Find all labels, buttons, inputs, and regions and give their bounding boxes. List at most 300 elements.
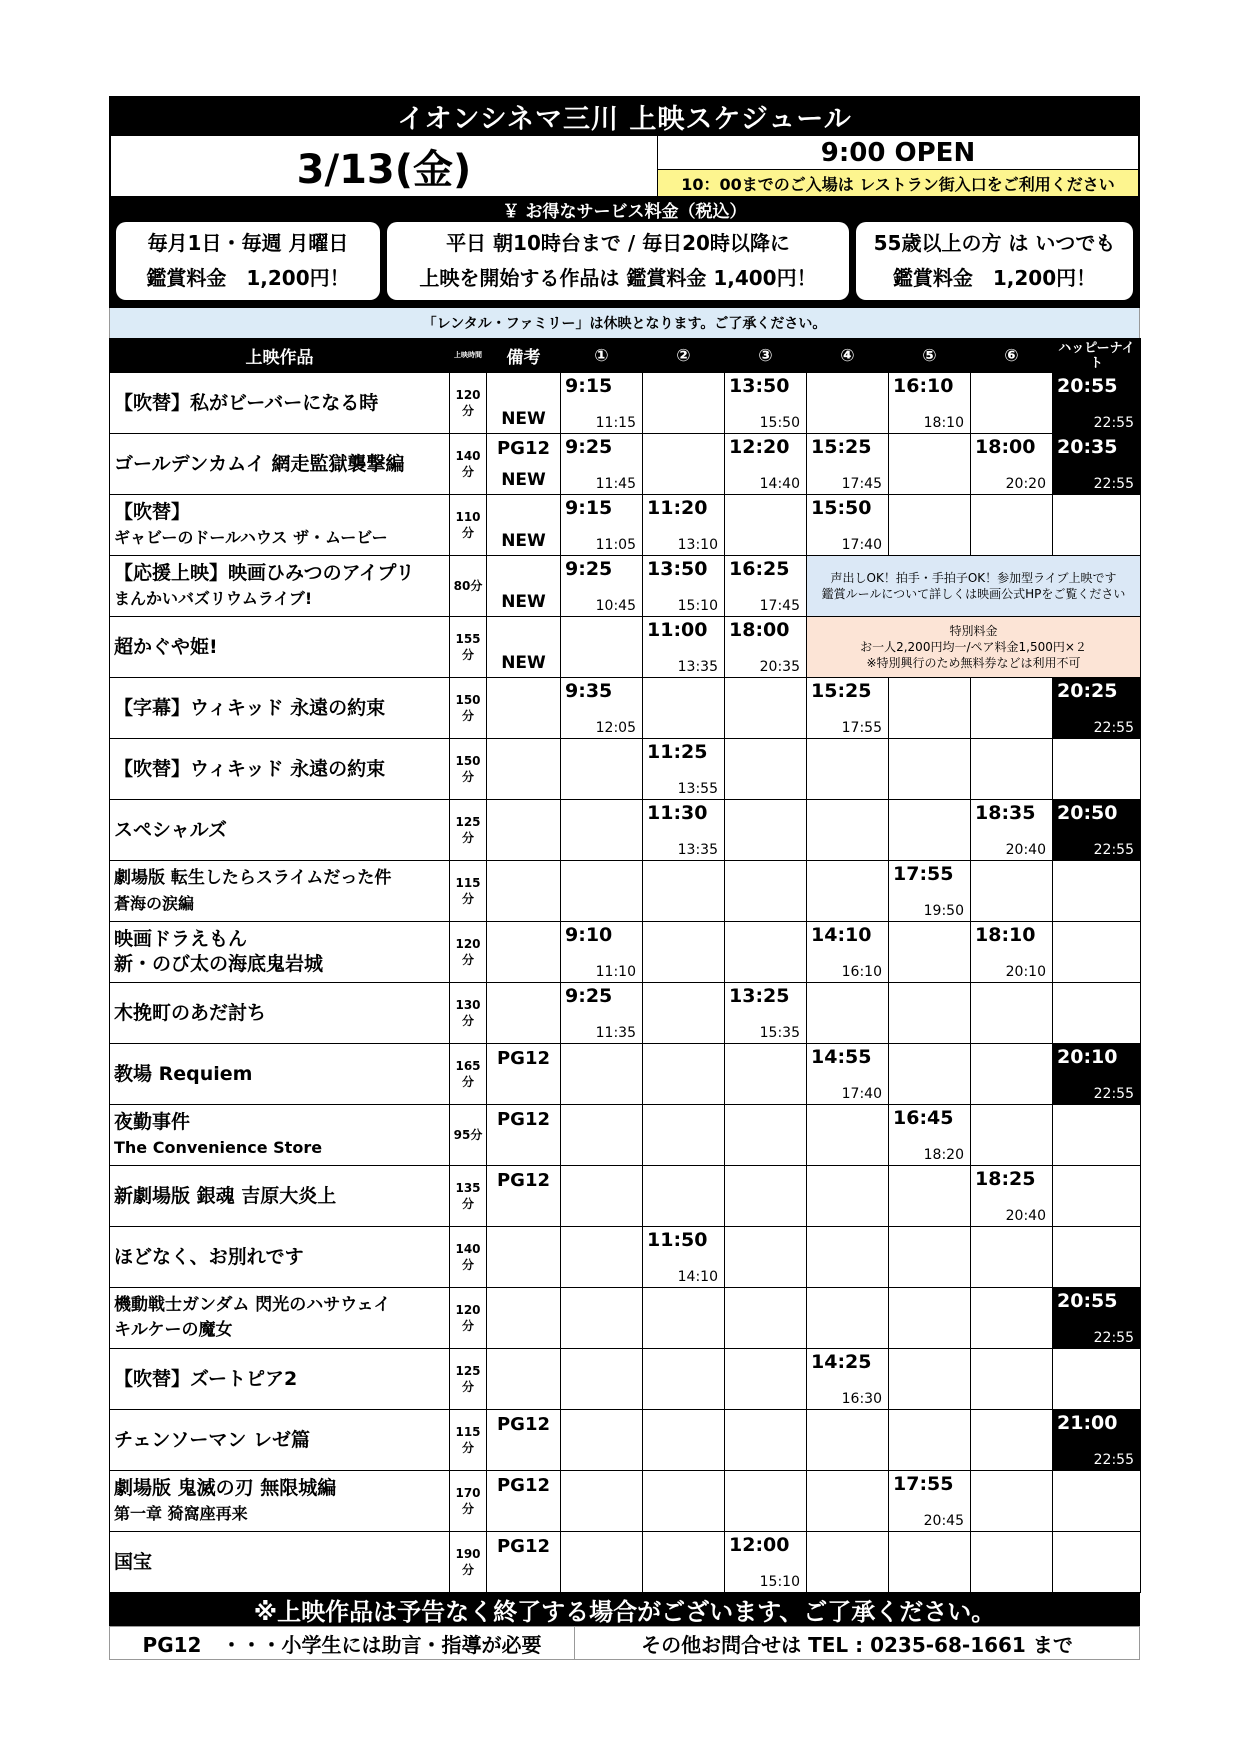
header-screen-2: ② — [643, 339, 725, 373]
screen-2-cell — [643, 1471, 725, 1532]
special-banner — [807, 556, 1141, 617]
table-row — [110, 861, 1141, 922]
runtime-cell: 110分 — [450, 495, 487, 556]
film-title: 教場 Requiem — [114, 1062, 253, 1085]
showtime-end: 17:40 — [841, 1086, 882, 1102]
runtime-cell: 130分 — [450, 983, 487, 1044]
screen-6-cell — [971, 495, 1053, 556]
happy-night-cell — [1053, 861, 1141, 922]
film-title-cell — [110, 983, 450, 1044]
table-row — [110, 1410, 1141, 1471]
showtime-start: 13:25 — [729, 985, 790, 1007]
table-row — [110, 556, 1141, 617]
runtime-cell: 150分 — [450, 739, 487, 800]
screen-1-cell — [561, 861, 643, 922]
open-note: 10：00までのご入場は レストラン街入口をご利用ください — [658, 169, 1138, 196]
showtime-end: 20:45 — [923, 1513, 964, 1529]
screen-4-cell — [807, 1349, 889, 1410]
film-title-cell — [110, 1410, 450, 1471]
screen-6-cell — [971, 678, 1053, 739]
screen-2-cell — [643, 1227, 725, 1288]
screen-3-cell — [725, 983, 807, 1044]
showtime-start: 9:25 — [565, 558, 613, 580]
film-title-cell — [110, 1349, 450, 1410]
screen-5-cell — [889, 1471, 971, 1532]
showtime-start: 11:20 — [647, 497, 708, 519]
showtime-start: 14:25 — [811, 1351, 872, 1373]
showtime-end: 22:55 — [1093, 842, 1134, 858]
screen-4-cell — [807, 1410, 889, 1471]
showtime-end: 15:50 — [759, 415, 800, 431]
screen-2-cell — [643, 739, 725, 800]
screen-4-cell — [807, 434, 889, 495]
note-cell — [487, 434, 561, 495]
rating-badge: PG12 — [496, 1414, 550, 1435]
rating-badge: PG12 — [496, 438, 550, 459]
showtime-end: 16:30 — [841, 1391, 882, 1407]
showtime-end: 13:35 — [677, 659, 718, 675]
screen-6-cell — [971, 1227, 1053, 1288]
header-note: 備考 — [487, 339, 561, 373]
film-title-cell — [110, 678, 450, 739]
showtime-end: 18:20 — [923, 1147, 964, 1163]
happy-night-cell — [1053, 1166, 1141, 1227]
film-title: 劇場版 転生したらスライムだった件 — [114, 868, 392, 888]
screen-3-cell — [725, 495, 807, 556]
header-film: 上映作品 — [110, 339, 450, 373]
film-subtitle: まんかいバズリウムライブ! — [114, 589, 313, 608]
screen-5-cell — [889, 800, 971, 861]
header-screen-1: ① — [561, 339, 643, 373]
showtime-end: 20:35 — [759, 659, 800, 675]
showtime-start: 17:55 — [893, 863, 954, 885]
screen-4-cell — [807, 800, 889, 861]
footer-row — [109, 1626, 1140, 1660]
showtime-start: 9:15 — [565, 375, 613, 397]
happy-night-cell — [1053, 739, 1141, 800]
rating-badge: PG12 — [496, 1048, 550, 1069]
showtime-start: 18:00 — [729, 619, 790, 641]
screen-3-cell — [725, 861, 807, 922]
note-cell — [487, 800, 561, 861]
showtime-end: 18:10 — [923, 415, 964, 431]
film-title-cell — [110, 617, 450, 678]
film-title-cell — [110, 739, 450, 800]
note-cell — [487, 556, 561, 617]
showtime-start: 12:00 — [729, 1534, 790, 1556]
page-title: イオンシネマ三川 上映スケジュール — [109, 96, 1140, 136]
happy-night-cell — [1053, 1105, 1141, 1166]
screen-4-cell — [807, 1532, 889, 1593]
screen-1-cell — [561, 1349, 643, 1410]
showtime-start: 9:25 — [565, 436, 613, 458]
table-row — [110, 1471, 1141, 1532]
runtime-cell: 170分 — [450, 1471, 487, 1532]
showtime-end: 22:55 — [1093, 1330, 1134, 1346]
happy-night-cell — [1053, 678, 1141, 739]
date-row — [109, 136, 1140, 196]
showtime-start: 20:55 — [1057, 375, 1118, 397]
showtime-end: 15:10 — [677, 598, 718, 614]
screen-1-cell — [561, 800, 643, 861]
screen-1-cell — [561, 983, 643, 1044]
happy-night-cell — [1053, 373, 1141, 434]
screen-3-cell — [725, 1166, 807, 1227]
screen-6-cell — [971, 1471, 1053, 1532]
screen-1-cell — [561, 373, 643, 434]
screen-1-cell — [561, 739, 643, 800]
screen-1-cell — [561, 1288, 643, 1349]
showtime-start: 16:45 — [893, 1107, 954, 1129]
screen-4-cell — [807, 678, 889, 739]
note-cell — [487, 983, 561, 1044]
table-row — [110, 1349, 1141, 1410]
screen-1-cell — [561, 434, 643, 495]
table-row — [110, 1044, 1141, 1105]
screen-2-cell — [643, 1166, 725, 1227]
screen-3-cell — [725, 1532, 807, 1593]
table-row — [110, 800, 1141, 861]
runtime-cell: 165分 — [450, 1044, 487, 1105]
new-badge: NEW — [501, 531, 546, 551]
table-row — [110, 434, 1141, 495]
screen-2-cell — [643, 1532, 725, 1593]
screen-1-cell — [561, 617, 643, 678]
service-card-time — [387, 222, 849, 300]
notice: 「レンタル・ファミリー」は休映となります。ご了承ください。 — [109, 308, 1140, 338]
film-subtitle: 新・のび太の海底鬼岩城 — [114, 953, 324, 975]
schedule-date: 3/13(金) — [296, 146, 472, 193]
film-title-cell — [110, 495, 450, 556]
screen-4-cell — [807, 1471, 889, 1532]
screen-5-cell — [889, 1044, 971, 1105]
table-row — [110, 922, 1141, 983]
showtime-start: 9:35 — [565, 680, 613, 702]
showtime-end: 20:10 — [1005, 964, 1046, 980]
banner-line: ※特別興行のため無料券などは利用不可 — [866, 656, 1081, 670]
showtime-end: 17:40 — [841, 537, 882, 553]
note-cell — [487, 1044, 561, 1105]
table-row — [110, 617, 1141, 678]
showtime-end: 13:55 — [677, 781, 718, 797]
note-cell — [487, 1105, 561, 1166]
film-title: 新劇場版 銀魂 吉原大炎上 — [114, 1184, 337, 1207]
header-screen-4: ④ — [807, 339, 889, 373]
happy-night-cell — [1053, 1044, 1141, 1105]
runtime-cell: 120分 — [450, 373, 487, 434]
note-cell — [487, 373, 561, 434]
note-cell — [487, 1288, 561, 1349]
table-row — [110, 739, 1141, 800]
film-title: チェンソーマン レゼ篇 — [114, 1428, 311, 1451]
showtime-start: 20:25 — [1057, 680, 1118, 702]
film-title: 【吹替】ズートピア2 — [114, 1367, 298, 1390]
screen-1-cell — [561, 1227, 643, 1288]
schedule-sheet — [109, 96, 1140, 1660]
service-pricing — [109, 196, 1140, 308]
screen-1-cell — [561, 1410, 643, 1471]
screen-2-cell — [643, 556, 725, 617]
screen-4-cell — [807, 1105, 889, 1166]
header-runtime: 上映時間 — [450, 339, 487, 373]
showtime-end: 22:55 — [1093, 720, 1134, 736]
showtime-start: 18:00 — [975, 436, 1036, 458]
showtime-start: 15:25 — [811, 436, 872, 458]
film-title-cell — [110, 434, 450, 495]
happy-night-cell — [1053, 1288, 1141, 1349]
screen-4-cell — [807, 1288, 889, 1349]
screen-6-cell — [971, 1410, 1053, 1471]
showtime-end: 11:15 — [595, 415, 636, 431]
note-cell — [487, 739, 561, 800]
showtime-end: 11:35 — [595, 1025, 636, 1041]
happy-night-cell — [1053, 434, 1141, 495]
showtime-end: 22:55 — [1093, 476, 1134, 492]
note-cell — [487, 1227, 561, 1288]
screen-5-cell — [889, 739, 971, 800]
film-title-cell — [110, 1532, 450, 1593]
screen-4-cell — [807, 1166, 889, 1227]
header-screen-6: ⑥ — [971, 339, 1053, 373]
showtime-end: 17:45 — [841, 476, 882, 492]
screen-1-cell — [561, 1471, 643, 1532]
note-cell — [487, 861, 561, 922]
contact-info: その他お問合せは TEL : 0235-68-1661 まで — [641, 1632, 1073, 1657]
table-row — [110, 1288, 1141, 1349]
showtime-start: 14:10 — [811, 924, 872, 946]
service-card-monday — [116, 222, 380, 300]
runtime-cell: 140分 — [450, 434, 487, 495]
screen-1-cell — [561, 1044, 643, 1105]
screen-6-cell — [971, 1349, 1053, 1410]
screen-4-cell — [807, 1227, 889, 1288]
film-title: 【字幕】ウィキッド 永遠の約束 — [114, 696, 386, 719]
runtime-cell: 115分 — [450, 1410, 487, 1471]
film-title-cell — [110, 1105, 450, 1166]
showtime-start: 20:50 — [1057, 802, 1118, 824]
banner-line: 声出しOK！拍手・手拍子OK！参加型ライブ上映です — [830, 571, 1117, 585]
banner-line: 鑑賞ルールについて詳しくは映画公式HPをご覧ください — [821, 587, 1126, 601]
film-title: 夜勤事件 — [114, 1111, 191, 1133]
runtime-cell: 80分 — [450, 556, 487, 617]
screen-5-cell — [889, 1105, 971, 1166]
screen-2-cell — [643, 861, 725, 922]
showtime-end: 14:10 — [677, 1269, 718, 1285]
showtime-start: 11:00 — [647, 619, 708, 641]
table-row — [110, 1166, 1141, 1227]
film-title: 【応援上映】映画ひみつのアイプリ — [114, 562, 415, 584]
screen-4-cell — [807, 495, 889, 556]
screen-1-cell — [561, 1105, 643, 1166]
screen-2-cell — [643, 922, 725, 983]
happy-night-cell — [1053, 1227, 1141, 1288]
showtime-end: 12:05 — [595, 720, 636, 736]
showtime-start: 20:35 — [1057, 436, 1118, 458]
screen-3-cell — [725, 739, 807, 800]
showtime-end: 17:55 — [841, 720, 882, 736]
open-time: 9:00 OPEN — [820, 137, 976, 168]
screen-3-cell — [725, 617, 807, 678]
screen-5-cell — [889, 1532, 971, 1593]
runtime-cell: 135分 — [450, 1166, 487, 1227]
screen-5-cell — [889, 1288, 971, 1349]
film-title-cell — [110, 922, 450, 983]
happy-night-cell — [1053, 495, 1141, 556]
new-badge: NEW — [501, 470, 546, 490]
showtime-end: 16:10 — [841, 964, 882, 980]
screen-2-cell — [643, 373, 725, 434]
service-card-senior — [856, 222, 1133, 300]
screen-5-cell — [889, 1227, 971, 1288]
screen-6-cell — [971, 1166, 1053, 1227]
header-happy-night: ハッピーナイト — [1053, 339, 1141, 373]
screen-4-cell — [807, 373, 889, 434]
footer-warning: ※上映作品は予告なく終了する場合がございます、ご了承ください。 — [109, 1593, 1140, 1626]
screen-3-cell — [725, 1349, 807, 1410]
film-title-cell — [110, 861, 450, 922]
runtime-cell: 140分 — [450, 1227, 487, 1288]
table-row — [110, 1532, 1141, 1593]
showtime-end: 10:45 — [595, 598, 636, 614]
showtime-end: 22:55 — [1093, 1452, 1134, 1468]
screen-4-cell — [807, 1044, 889, 1105]
screen-5-cell — [889, 434, 971, 495]
screen-4-cell — [807, 922, 889, 983]
runtime-cell: 120分 — [450, 922, 487, 983]
showtime-end: 15:10 — [759, 1574, 800, 1590]
screen-3-cell — [725, 922, 807, 983]
runtime-cell: 125分 — [450, 800, 487, 861]
runtime-cell: 125分 — [450, 1349, 487, 1410]
showtime-start: 13:50 — [647, 558, 708, 580]
film-title: 【吹替】私がビーバーになる時 — [114, 391, 379, 414]
showtime-start: 14:55 — [811, 1046, 872, 1068]
note-cell — [487, 678, 561, 739]
rating-badge: PG12 — [496, 1109, 550, 1130]
screen-6-cell — [971, 800, 1053, 861]
showtime-start: 11:50 — [647, 1229, 708, 1251]
note-cell — [487, 1349, 561, 1410]
screen-2-cell — [643, 800, 725, 861]
film-title-cell — [110, 556, 450, 617]
happy-night-cell — [1053, 1410, 1141, 1471]
film-title-cell — [110, 373, 450, 434]
service-card-line: 55歳以上の方 は いつでも — [873, 231, 1116, 255]
showtime-start: 20:55 — [1057, 1290, 1118, 1312]
film-title: 【吹替】 — [114, 501, 191, 523]
screen-4-cell — [807, 983, 889, 1044]
rating-badge: PG12 — [496, 1536, 550, 1557]
screen-2-cell — [643, 434, 725, 495]
runtime-cell: 150分 — [450, 678, 487, 739]
screen-6-cell — [971, 1532, 1053, 1593]
open-info — [657, 136, 1138, 196]
showtime-end: 11:05 — [595, 537, 636, 553]
screen-6-cell — [971, 434, 1053, 495]
screen-1-cell — [561, 922, 643, 983]
screen-3-cell — [725, 1471, 807, 1532]
film-title: 超かぐや姫! — [114, 635, 218, 658]
screen-6-cell — [971, 1288, 1053, 1349]
table-row — [110, 1105, 1141, 1166]
screen-5-cell — [889, 922, 971, 983]
runtime-cell: 120分 — [450, 1288, 487, 1349]
service-heading: ￥ お得なサービス料金（税込） — [502, 201, 747, 222]
note-cell — [487, 617, 561, 678]
screen-3-cell — [725, 1288, 807, 1349]
header-screen-3: ③ — [725, 339, 807, 373]
note-cell — [487, 922, 561, 983]
film-title: ほどなく、お別れです — [114, 1245, 304, 1268]
screen-3-cell — [725, 434, 807, 495]
screen-1-cell — [561, 1166, 643, 1227]
service-card-line: 平日 朝10時台まで / 毎日20時以降に — [446, 231, 790, 255]
happy-night-cell — [1053, 1471, 1141, 1532]
happy-night-cell — [1053, 983, 1141, 1044]
table-row — [110, 373, 1141, 434]
showtime-start: 15:25 — [811, 680, 872, 702]
screen-5-cell — [889, 1349, 971, 1410]
showtime-end: 17:45 — [759, 598, 800, 614]
film-title-cell — [110, 1166, 450, 1227]
pg12-note: PG12 ・・・小学生には助言・指導が必要 — [110, 1627, 575, 1659]
showtime-start: 18:25 — [975, 1168, 1036, 1190]
showtime-end: 11:45 — [595, 476, 636, 492]
film-subtitle: 蒼海の涙編 — [114, 894, 195, 913]
film-title: ゴールデンカムイ 網走監獄襲撃編 — [114, 452, 405, 475]
screen-6-cell — [971, 861, 1053, 922]
screen-6-cell — [971, 983, 1053, 1044]
note-cell — [487, 1532, 561, 1593]
rating-badge: PG12 — [496, 1170, 550, 1191]
showtime-start: 11:25 — [647, 741, 708, 763]
film-title: 木挽町のあだ討ち — [114, 1001, 267, 1024]
film-title: 国宝 — [114, 1550, 153, 1573]
showtime-start: 13:50 — [729, 375, 790, 397]
film-subtitle: キルケーの魔女 — [114, 1320, 233, 1340]
film-title-cell — [110, 1227, 450, 1288]
screen-5-cell — [889, 495, 971, 556]
header-screen-5: ⑤ — [889, 339, 971, 373]
showtime-start: 11:30 — [647, 802, 708, 824]
showtime-end: 11:10 — [595, 964, 636, 980]
film-title-cell — [110, 1044, 450, 1105]
screen-2-cell — [643, 617, 725, 678]
showtime-end: 14:40 — [759, 476, 800, 492]
screen-5-cell — [889, 861, 971, 922]
screen-6-cell — [971, 922, 1053, 983]
screen-5-cell — [889, 678, 971, 739]
screen-1-cell — [561, 495, 643, 556]
showtime-end: 22:55 — [1093, 1086, 1134, 1102]
service-card-line: 鑑賞料金 1,200円！ — [146, 266, 350, 290]
note-cell — [487, 1166, 561, 1227]
screen-2-cell — [643, 1044, 725, 1105]
showtime-start: 21:00 — [1057, 1412, 1118, 1434]
service-card-line: 毎月1日・毎週 月曜日 — [147, 231, 349, 255]
showtime-start: 9:25 — [565, 985, 613, 1007]
film-english-title: The Convenience Store — [114, 1138, 323, 1157]
table-row — [110, 983, 1141, 1044]
schedule-table — [109, 338, 1141, 1593]
film-title-cell — [110, 1288, 450, 1349]
showtime-start: 18:35 — [975, 802, 1036, 824]
screen-3-cell — [725, 1044, 807, 1105]
screen-3-cell — [725, 678, 807, 739]
screen-2-cell — [643, 1288, 725, 1349]
screen-1-cell — [561, 678, 643, 739]
film-title-cell — [110, 800, 450, 861]
